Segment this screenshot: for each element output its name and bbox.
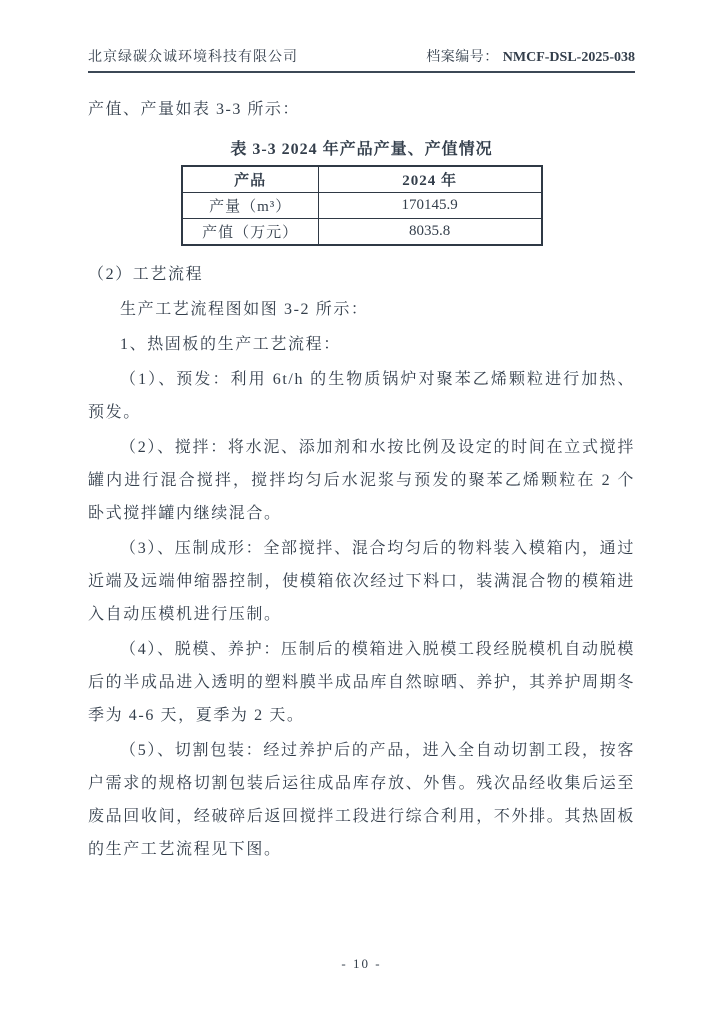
archive-number: NMCF-DSL-2025-038 xyxy=(502,50,635,65)
intro-paragraph: 产值、产量如表 3-3 所示： xyxy=(88,101,300,118)
archive-label: 档案编号： xyxy=(426,50,499,65)
table-row xyxy=(182,193,542,219)
table-header-year: 2024 年 xyxy=(318,166,541,193)
paragraph: 1、热固板的生产工艺流程： xyxy=(120,336,341,353)
paragraph: （1）、预发：利用 6t/h 的生物质锅炉对聚苯乙烯颗粒进行加热、预发。 xyxy=(88,371,635,421)
page-header xyxy=(88,0,635,73)
table-cell-label: 产量（m³） xyxy=(182,193,319,219)
paragraph: （3）、压制成形：全部搅拌、混合均匀后的物料装入模箱内，通过近端及远端伸缩器控制，使模箱依次经过下料口，装满混合物的模箱进入自动压模机进行压制。 xyxy=(88,540,635,623)
table-header-product: 产品 xyxy=(182,166,319,193)
table-row xyxy=(182,219,542,246)
production-table xyxy=(181,165,543,246)
paragraph: （2）、搅拌：将水泥、添加剂和水按比例及设定的时间在立式搅拌罐内进行混合搅拌，搅拌均匀后水泥浆与预发的聚苯乙烯颗粒在 2 个卧式搅拌罐内继续混合。 xyxy=(88,439,635,522)
paragraph: （5）、切割包装：经过养护后的产品，进入全自动切割工段，按客户需求的规格切割包装后运往成品库存放、外售。残次品经收集后运至废品回收间，经破碎后返回搅拌工段进行综合利用，不外排。其热固板的生产工艺流程见下图。 xyxy=(88,742,635,858)
table-header-row xyxy=(182,166,542,193)
paragraph: 生产工艺流程图如图 3-2 所示： xyxy=(120,301,369,318)
table-cell-value: 170145.9 xyxy=(318,193,541,219)
table-title: 表 3-3 2024 年产品产量、产值情况 xyxy=(230,141,493,158)
body-paragraphs xyxy=(88,258,635,866)
header-company-name: 北京绿碳众诚环境科技有限公司 xyxy=(88,50,298,65)
header-archive xyxy=(426,46,635,66)
page-number: - 10 - xyxy=(341,956,382,971)
table-cell-label: 产值（万元） xyxy=(182,219,319,246)
table-cell-value: 8035.8 xyxy=(318,219,541,246)
paragraph: （4）、脱模、养护：压制后的模箱进入脱模工段经脱模机自动脱模后的半成品进入透明的塑料膜半成品库自然晾晒、养护，其养护周期冬季为 4-6 天，夏季为 2 天。 xyxy=(88,641,635,724)
paragraph: （2）工艺流程 xyxy=(88,266,204,283)
